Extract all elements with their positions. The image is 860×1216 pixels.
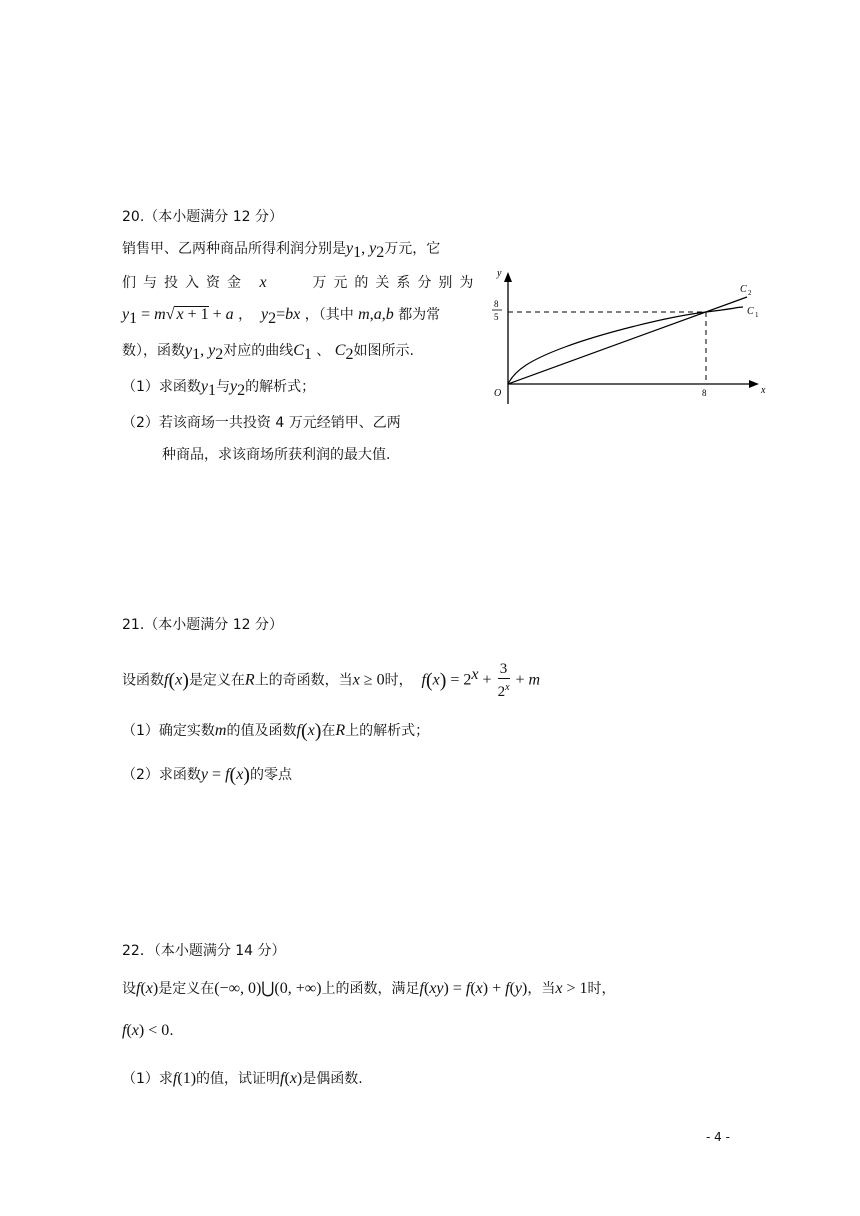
y-tick-numerator: 8 — [494, 299, 499, 309]
q21-part1: （1）确定实数m的值及函数f(x)在R上的解析式； — [122, 720, 430, 742]
y-axis-label: y — [497, 268, 502, 279]
q20-line1: 销售甲、乙两种商品所得利润分别是$y_1$, $y_2$万元，它 — [122, 240, 441, 261]
y-tick-denominator: 5 — [494, 312, 499, 322]
c2-label: C — [740, 284, 747, 295]
x-tick-label: 8 — [702, 388, 707, 398]
curve-c2 — [508, 297, 747, 384]
x-axis-arrow — [749, 380, 759, 388]
origin-label: O — [494, 388, 502, 399]
q22-part1: （1）求f(1)的值，试证明f(x)是偶函数. — [122, 1070, 363, 1087]
q20-part2-line1: （2）若该商场一共投资 4 万元经销甲、乙两 — [122, 415, 401, 431]
c2-label-sub: 2 — [748, 289, 752, 297]
curve-c1 — [508, 307, 743, 384]
page-number: - 4 - — [706, 1130, 730, 1144]
y-axis-arrow — [504, 272, 512, 282]
q20-heading: 20.（本小题满分 12 分） — [122, 209, 283, 225]
x-axis-label: x — [761, 385, 766, 396]
profit-curves-figure — [475, 262, 775, 407]
c1-label: C — [747, 306, 754, 317]
q22-line2: f(x) < 0. — [122, 1022, 174, 1039]
q20-line3: $y_1 = m√$ x + 1 + a ， $y_2=bx$ ，（其中 m,a,b 都为常 — [122, 306, 441, 327]
q21-heading: 21.（本小题满分 12 分） — [122, 617, 283, 633]
q20-part2-line2: 种商品，求该商场所获利润的最大值. — [162, 447, 391, 463]
q20-line4: 数），函数$y_1$, $y_2$对应的曲线$C_1$ 、 $C_2$如图所示. — [122, 342, 414, 363]
q22-heading: 22．（本小题满分 14 分） — [122, 943, 286, 959]
c1-label-sub: 1 — [755, 311, 759, 319]
q20-line2: 们与投入资金 x 万元的关系分别为 — [122, 274, 481, 291]
q20-part1: （1）求函数$y_1$与$y_2$的解析式； — [122, 378, 316, 399]
q21-line1: 设函数f(x)是定义在R上的奇函数，当x ≥ 0时， $f(x) = 2^x$ + $\frac{3}{2^x}$ + m — [122, 661, 541, 700]
q22-line1: 设f(x)是定义在(−∞, 0)⋃(0, +∞)上的函数，满足f(xy) = f(x) + f(y)，当x > 1时， — [122, 980, 616, 997]
q21-part2: （2）求函数y = f(x)的零点 — [122, 764, 292, 786]
